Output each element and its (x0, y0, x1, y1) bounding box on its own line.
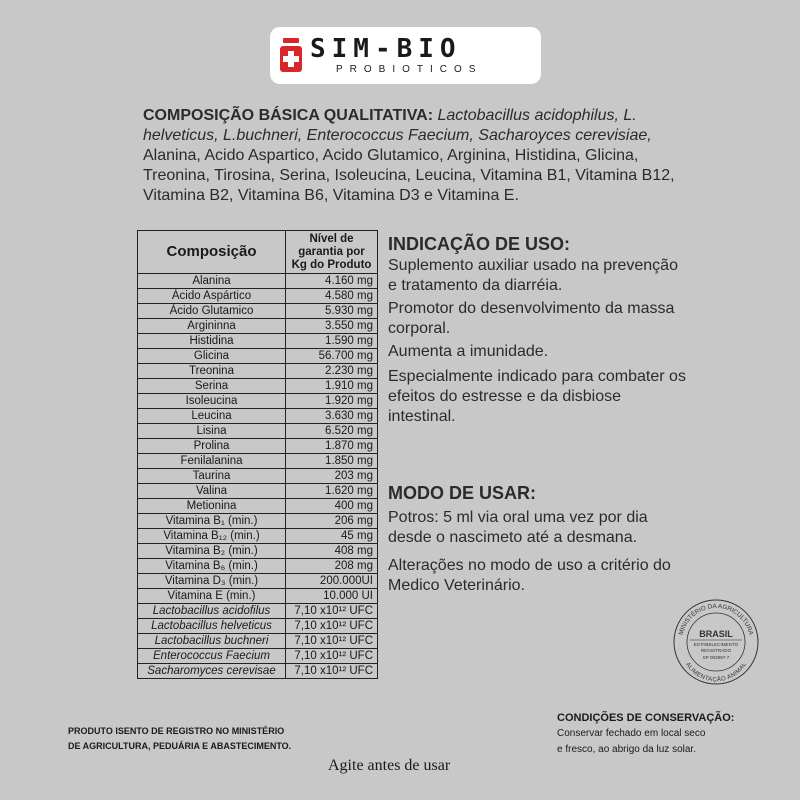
ingredient-name: Sacharomyces cerevisae (138, 664, 286, 679)
ingredient-value: 1.870 mg (286, 439, 378, 454)
ingredient-name: Ácido Glutamico (138, 304, 286, 319)
ingredient-value: 7,10 x10¹² UFC (286, 604, 378, 619)
table-row (138, 604, 378, 619)
basic-composition-label: COMPOSIÇÃO BÁSICA QUALITATIVA: (143, 107, 434, 124)
table-row (138, 589, 378, 604)
ingredient-value: 1.620 mg (286, 484, 378, 499)
table-row (138, 529, 378, 544)
seal-country: BRASIL (699, 629, 733, 639)
ingredient-value: 4.580 mg (286, 289, 378, 304)
seal-line2: REGISTRADO (700, 648, 732, 653)
table-row (138, 334, 378, 349)
ingredient-value: 4.160 mg (286, 274, 378, 289)
ingredient-name: Glicina (138, 349, 286, 364)
usage-section (388, 482, 688, 596)
indication-paragraph: Promotor do desenvolvimento da massa corporal. (388, 300, 675, 337)
brand-subtitle: PROBIOTICOS (336, 64, 483, 75)
table-row (138, 664, 378, 679)
composition-table (137, 230, 378, 679)
ingredient-value: 45 mg (286, 529, 378, 544)
table-row (138, 469, 378, 484)
indication-title: INDICAÇÃO DE USO: (388, 234, 571, 254)
table-row (138, 304, 378, 319)
table-row (138, 559, 378, 574)
table-row (138, 514, 378, 529)
ingredient-value: 7,10 x10¹² UFC (286, 634, 378, 649)
ingredient-name: Vitamina B₁ (min.) (138, 514, 286, 529)
indication-paragraph: Suplemento auxiliar usado na prevenção e tratamento da diarréia. (388, 257, 678, 294)
ingredient-value: 7,10 x10¹² UFC (286, 649, 378, 664)
ingredient-name: Vitamina D₃ (min.) (138, 574, 286, 589)
ingredient-name: Argininna (138, 319, 286, 334)
ingredient-name: Leucina (138, 409, 286, 424)
ingredient-value: 208 mg (286, 559, 378, 574)
storage-line: e fresco, ao abrigo da luz solar. (557, 744, 696, 755)
ingredient-value: 7,10 x10¹² UFC (286, 619, 378, 634)
table-row (138, 319, 378, 334)
seal-line1: ESTABELECIMENTO (693, 642, 739, 647)
table-row (138, 289, 378, 304)
table-row (138, 649, 378, 664)
usage-paragraph: Potros: 5 ml via oral uma vez por dia desde o nascimeto até a desmana. (388, 509, 648, 546)
header-composition: Composição (138, 231, 286, 274)
ingredient-name: Metionina (138, 499, 286, 514)
ingredient-value: 5.930 mg (286, 304, 378, 319)
table-row (138, 454, 378, 469)
table-row (138, 349, 378, 364)
ingredient-name: Histidina (138, 334, 286, 349)
ingredient-name: Ácido Aspártico (138, 289, 286, 304)
table-row (138, 544, 378, 559)
table-row (138, 574, 378, 589)
registration-notice (68, 724, 291, 754)
basic-composition (143, 106, 683, 206)
ministry-seal (672, 598, 760, 686)
ingredient-value: 2.230 mg (286, 364, 378, 379)
ingredient-name: Lactobacillus acidofilus (138, 604, 286, 619)
seal-top-text: MINISTÉRIO DA AGRICULTURA (677, 602, 755, 636)
table-row (138, 364, 378, 379)
ingredient-value: 408 mg (286, 544, 378, 559)
ingredient-value: 1.910 mg (286, 379, 378, 394)
ingredient-value: 206 mg (286, 514, 378, 529)
table-row (138, 634, 378, 649)
table-row (138, 394, 378, 409)
table-row (138, 379, 378, 394)
ingredient-name: Alanina (138, 274, 286, 289)
table-row (138, 619, 378, 634)
brand-name: SIM-BIO (310, 34, 462, 64)
ingredient-name: Taurina (138, 469, 286, 484)
ingredient-value: 200.000UI (286, 574, 378, 589)
ingredient-name: Serina (138, 379, 286, 394)
ingredient-value: 56.700 mg (286, 349, 378, 364)
seal-code: SP 003997-7 (702, 655, 730, 660)
storage-conditions (557, 711, 734, 758)
seal-bottom-text: ALIMENTAÇÃO ANIMAL (684, 661, 748, 684)
registration-line: DE AGRICULTURA, PEDUÁRIA E ABASTECIMENTO. (68, 741, 292, 751)
ingredient-value: 6.520 mg (286, 424, 378, 439)
ingredient-value: 10.000 UI (286, 589, 378, 604)
ingredient-value: 1.920 mg (286, 394, 378, 409)
usage-paragraph: Alterações no modo de uso a critério do Medico Veterinário. (388, 557, 671, 594)
ingredient-name: Lactobacillus helveticus (138, 619, 286, 634)
ingredient-name: Vitamina B₂ (min.) (138, 544, 286, 559)
ingredient-name: Lisina (138, 424, 286, 439)
ingredient-value: 1.850 mg (286, 454, 378, 469)
ingredient-name: Prolina (138, 439, 286, 454)
storage-title: CONDIÇÕES DE CONSERVAÇÃO: (557, 712, 735, 724)
ingredient-name: Vitamina B₆ (min.) (138, 559, 286, 574)
table-row (138, 274, 378, 289)
basic-composition-ingredients: Alanina, Acido Aspartico, Acido Glutamico, Arginina, Histidina, Glicina, Treonina, Tirosina, Serina, Isoleucina, Leucina, Vitamina B1, Vitamina B12, Vitamina B2, Vitamina B6, Vitamina D3 e Vitamina E. (143, 147, 675, 204)
ingredient-value: 3.630 mg (286, 409, 378, 424)
usage-title: MODO DE USAR: (388, 483, 536, 503)
basic-composition-species: Lactobacillus acidophilus, L. helveticus, L.buchneri, Enterococcus Faecium, Sacharoyces cerevisiae, (143, 107, 652, 144)
ingredient-name: Vitamina E (min.) (138, 589, 286, 604)
table-header-row (138, 231, 378, 274)
ingredient-value: 203 mg (286, 469, 378, 484)
table-row (138, 409, 378, 424)
ingredient-name: Enterococcus Faecium (138, 649, 286, 664)
ingredient-value: 7,10 x10¹² UFC (286, 664, 378, 679)
medicine-bottle-icon (280, 38, 302, 74)
ingredient-name: Valina (138, 484, 286, 499)
ingredient-name: Fenilalanina (138, 454, 286, 469)
brand-logo (270, 27, 541, 84)
storage-line: Conservar fechado em local seco (557, 728, 706, 739)
ingredient-name: Treonina (138, 364, 286, 379)
header-guarantee-level: Nível de garantia por Kg do Produto (286, 231, 378, 274)
table-row (138, 484, 378, 499)
ingredient-name: Lactobacillus buchneri (138, 634, 286, 649)
registration-line: PRODUTO ISENTO DE REGISTRO NO MINISTÉRIO (68, 726, 285, 736)
ingredient-name: Vitamina B₁₂ (min.) (138, 529, 286, 544)
table-row (138, 439, 378, 454)
indication-paragraph: Especialmente indicado para combater os efeitos do estresse e da disbiose intestinal. (388, 368, 686, 425)
ingredient-value: 3.550 mg (286, 319, 378, 334)
indication-paragraph: Aumenta a imunidade. (388, 343, 549, 360)
ingredient-value: 1.590 mg (286, 334, 378, 349)
ingredient-name: Isoleucina (138, 394, 286, 409)
table-row (138, 424, 378, 439)
ingredient-value: 400 mg (286, 499, 378, 514)
indication-section (388, 233, 688, 427)
table-row (138, 499, 378, 514)
shake-notice: Agite antes de usar (328, 757, 451, 774)
